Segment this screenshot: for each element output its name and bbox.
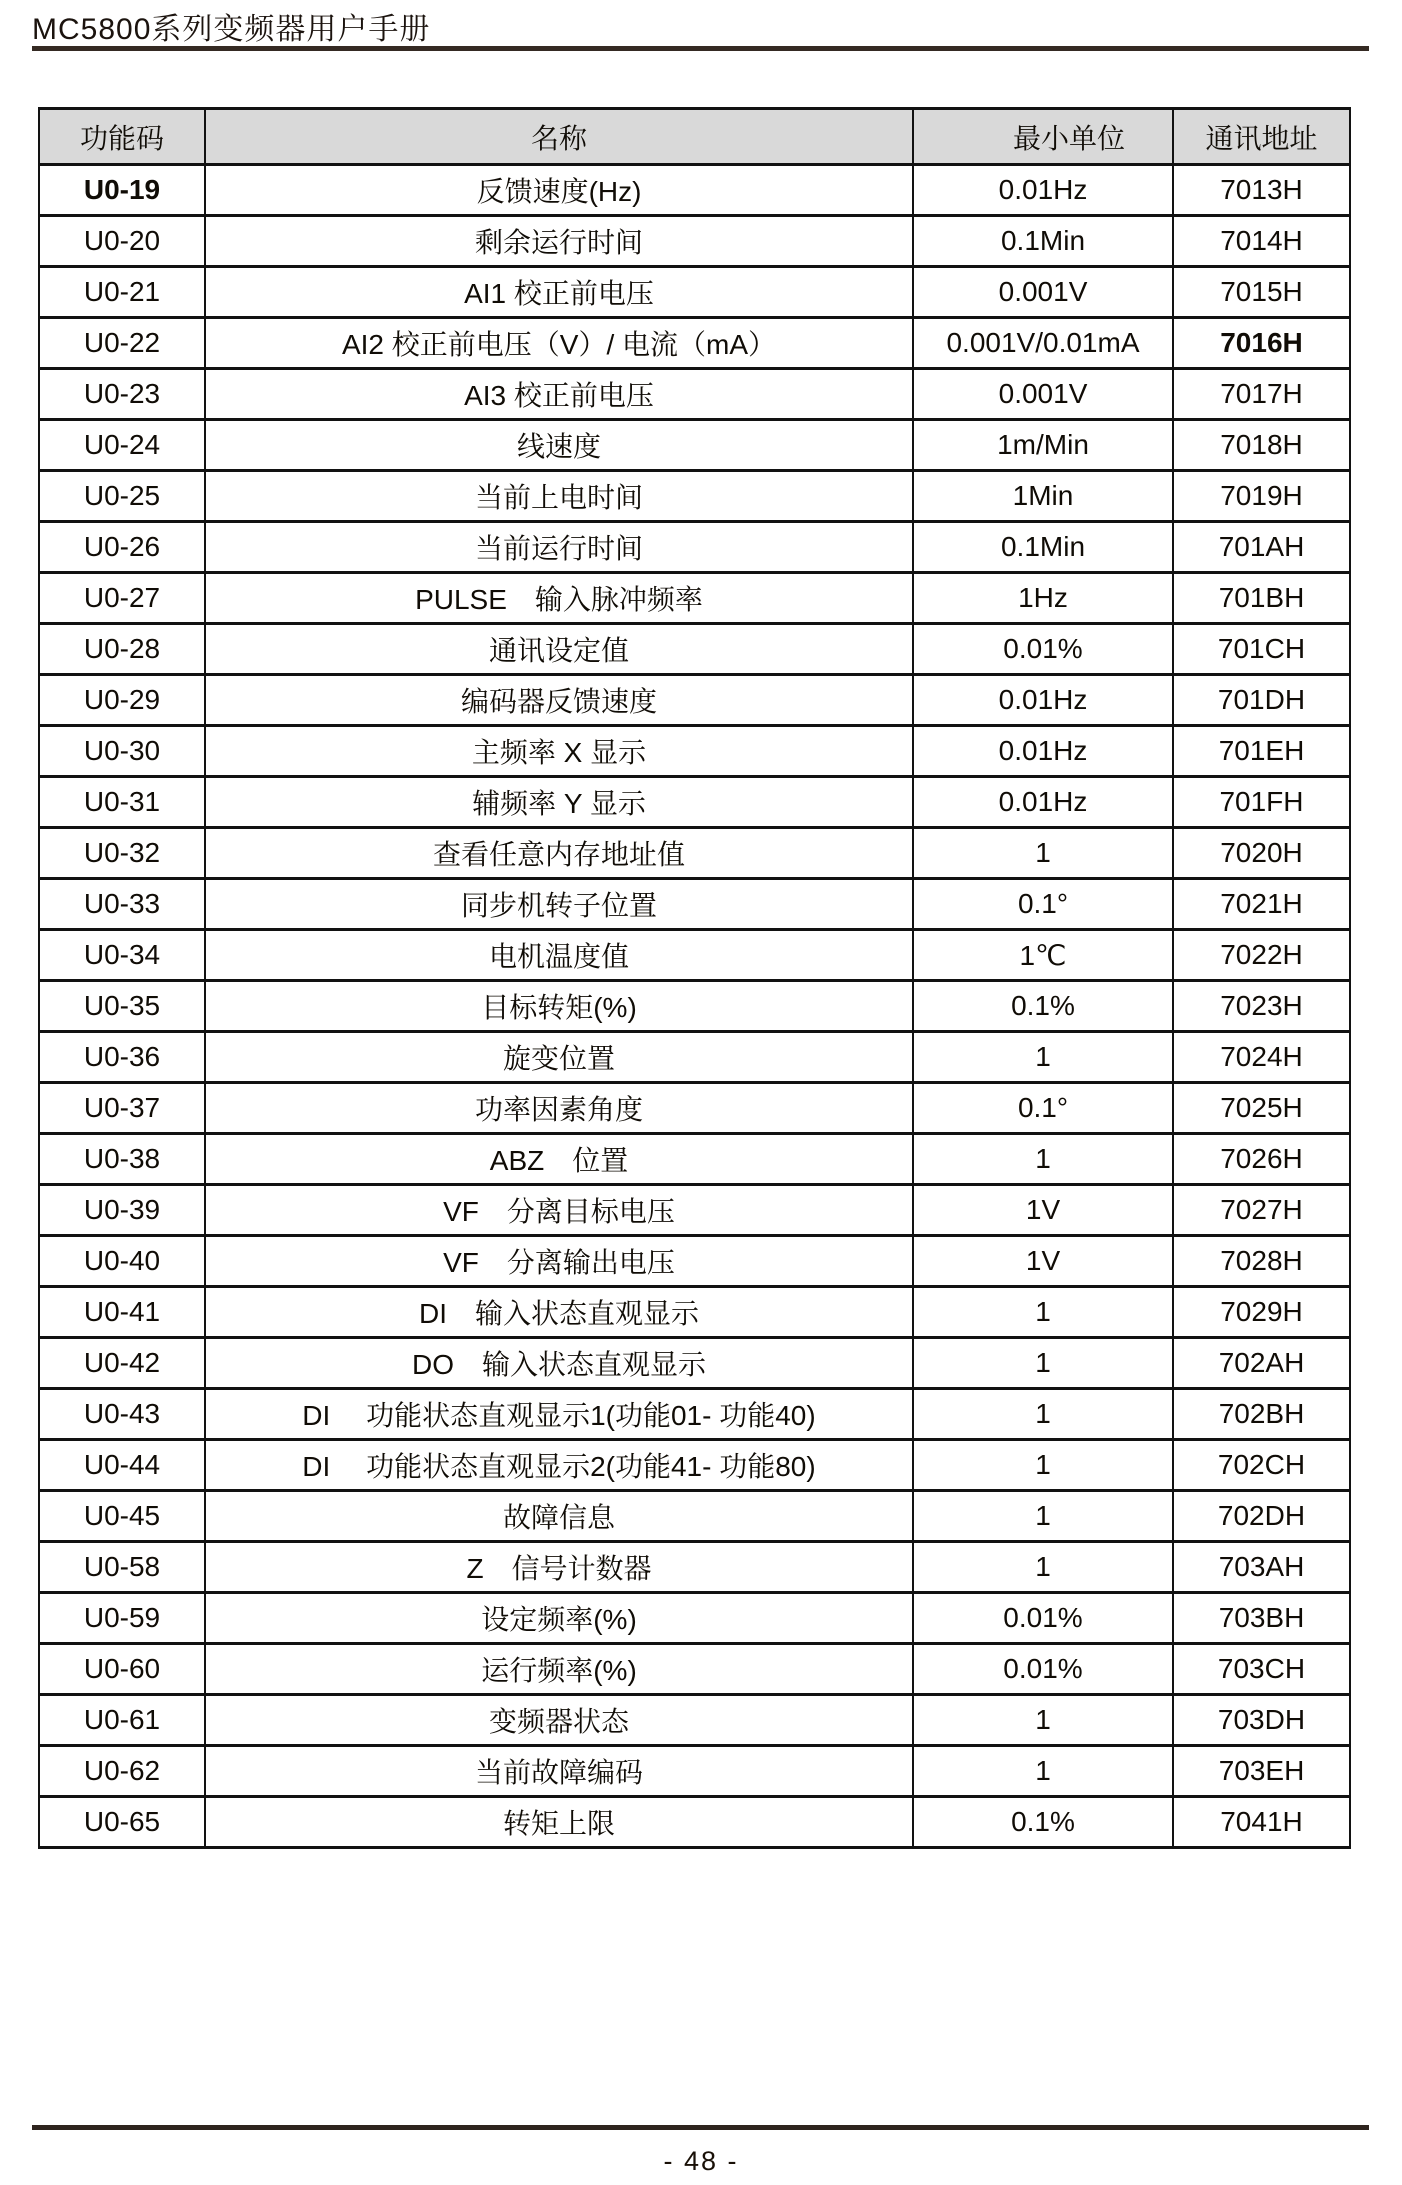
table-row: [39, 1797, 1350, 1848]
cell-function-code: U0-27: [39, 573, 205, 624]
cell-function-code: U0-33: [39, 879, 205, 930]
cell-min-unit: 0.1°: [913, 1083, 1173, 1134]
cell-min-unit: 1: [913, 1542, 1173, 1593]
cell-function-code: U0-32: [39, 828, 205, 879]
page-number: - 48 -: [663, 2146, 739, 2176]
cell-comm-address: 7021H: [1173, 879, 1350, 930]
cell-min-unit: 0.01%: [913, 624, 1173, 675]
cell-function-code: U0-26: [39, 522, 205, 573]
cell-min-unit: 1: [913, 1746, 1173, 1797]
cell-name: 反馈速度(Hz): [205, 165, 913, 216]
column-header-min-unit: 最小单位: [913, 109, 1173, 165]
table-row: [39, 828, 1350, 879]
cell-name: DI 功能状态直观显示2(功能41- 功能80): [205, 1440, 913, 1491]
cell-function-code: U0-30: [39, 726, 205, 777]
cell-name: AI2 校正前电压（V）/ 电流（mA）: [205, 318, 913, 369]
column-header-name: 名称: [205, 109, 913, 165]
cell-function-code: U0-34: [39, 930, 205, 981]
cell-name: 辅频率 Y 显示: [205, 777, 913, 828]
cell-comm-address: 701FH: [1173, 777, 1350, 828]
cell-name: 通讯设定值: [205, 624, 913, 675]
cell-name: 当前上电时间: [205, 471, 913, 522]
table-row: [39, 879, 1350, 930]
table-row: [39, 165, 1350, 216]
table-row: [39, 1287, 1350, 1338]
cell-function-code: U0-58: [39, 1542, 205, 1593]
cell-name: PULSE 输入脉冲频率: [205, 573, 913, 624]
cell-name: 功率因素角度: [205, 1083, 913, 1134]
table-row: [39, 1440, 1350, 1491]
cell-comm-address: 7022H: [1173, 930, 1350, 981]
cell-name: 当前故障编码: [205, 1746, 913, 1797]
cell-function-code: U0-37: [39, 1083, 205, 1134]
cell-min-unit: 0.1%: [913, 981, 1173, 1032]
table-header-row: [39, 109, 1350, 165]
cell-comm-address: 7020H: [1173, 828, 1350, 879]
cell-comm-address: 7013H: [1173, 165, 1350, 216]
table-row: [39, 216, 1350, 267]
cell-comm-address: 702DH: [1173, 1491, 1350, 1542]
table-row: [39, 1542, 1350, 1593]
cell-comm-address: 703BH: [1173, 1593, 1350, 1644]
cell-function-code: U0-22: [39, 318, 205, 369]
cell-name: DI 输入状态直观显示: [205, 1287, 913, 1338]
cell-name: 故障信息: [205, 1491, 913, 1542]
cell-min-unit: 0.1Min: [913, 216, 1173, 267]
cell-comm-address: 7015H: [1173, 267, 1350, 318]
cell-name: VF 分离输出电压: [205, 1236, 913, 1287]
cell-min-unit: 1: [913, 1440, 1173, 1491]
cell-comm-address: 7017H: [1173, 369, 1350, 420]
cell-comm-address: 7029H: [1173, 1287, 1350, 1338]
cell-min-unit: 1: [913, 1134, 1173, 1185]
table-row: [39, 522, 1350, 573]
cell-name: 主频率 X 显示: [205, 726, 913, 777]
cell-comm-address: 7016H: [1173, 318, 1350, 369]
cell-min-unit: 1: [913, 1338, 1173, 1389]
cell-min-unit: 1: [913, 1491, 1173, 1542]
cell-name: AI3 校正前电压: [205, 369, 913, 420]
cell-name: VF 分离目标电压: [205, 1185, 913, 1236]
cell-comm-address: 702CH: [1173, 1440, 1350, 1491]
table-row: [39, 1593, 1350, 1644]
cell-comm-address: 7025H: [1173, 1083, 1350, 1134]
cell-min-unit: 1: [913, 1389, 1173, 1440]
cell-name: 同步机转子位置: [205, 879, 913, 930]
table-row: [39, 1134, 1350, 1185]
cell-name: 设定频率(%): [205, 1593, 913, 1644]
table-body: [39, 165, 1350, 1848]
cell-comm-address: 7023H: [1173, 981, 1350, 1032]
table-row: [39, 420, 1350, 471]
cell-function-code: U0-24: [39, 420, 205, 471]
cell-function-code: U0-44: [39, 1440, 205, 1491]
table-row: [39, 930, 1350, 981]
cell-function-code: U0-25: [39, 471, 205, 522]
cell-comm-address: 701AH: [1173, 522, 1350, 573]
cell-min-unit: 0.01%: [913, 1593, 1173, 1644]
table-row: [39, 981, 1350, 1032]
cell-name: 查看任意内存地址值: [205, 828, 913, 879]
cell-function-code: U0-28: [39, 624, 205, 675]
cell-min-unit: 0.01Hz: [913, 675, 1173, 726]
cell-name: 运行频率(%): [205, 1644, 913, 1695]
cell-comm-address: 701BH: [1173, 573, 1350, 624]
cell-name: 当前运行时间: [205, 522, 913, 573]
cell-function-code: U0-40: [39, 1236, 205, 1287]
table-row: [39, 675, 1350, 726]
cell-comm-address: 7028H: [1173, 1236, 1350, 1287]
cell-function-code: U0-60: [39, 1644, 205, 1695]
page-title: MC5800系列变频器用户手册: [32, 13, 431, 46]
cell-comm-address: 7024H: [1173, 1032, 1350, 1083]
cell-min-unit: 0.1°: [913, 879, 1173, 930]
cell-min-unit: 1V: [913, 1236, 1173, 1287]
table-row: [39, 777, 1350, 828]
cell-name: 转矩上限: [205, 1797, 913, 1848]
cell-min-unit: 0.01Hz: [913, 726, 1173, 777]
cell-name: DI 功能状态直观显示1(功能01- 功能40): [205, 1389, 913, 1440]
cell-min-unit: 0.001V: [913, 267, 1173, 318]
cell-name: 旋变位置: [205, 1032, 913, 1083]
cell-min-unit: 1: [913, 828, 1173, 879]
cell-name: ABZ 位置: [205, 1134, 913, 1185]
cell-comm-address: 7027H: [1173, 1185, 1350, 1236]
cell-function-code: U0-31: [39, 777, 205, 828]
cell-function-code: U0-62: [39, 1746, 205, 1797]
cell-function-code: U0-65: [39, 1797, 205, 1848]
cell-name: 电机温度值: [205, 930, 913, 981]
cell-min-unit: 0.01Hz: [913, 165, 1173, 216]
table-row: [39, 1236, 1350, 1287]
cell-min-unit: 1Min: [913, 471, 1173, 522]
cell-min-unit: 0.1%: [913, 1797, 1173, 1848]
cell-comm-address: 7041H: [1173, 1797, 1350, 1848]
table-row: [39, 1185, 1350, 1236]
table-row: [39, 573, 1350, 624]
cell-function-code: U0-20: [39, 216, 205, 267]
cell-function-code: U0-29: [39, 675, 205, 726]
table-row: [39, 1032, 1350, 1083]
cell-min-unit: 1V: [913, 1185, 1173, 1236]
cell-min-unit: 1m/Min: [913, 420, 1173, 471]
cell-function-code: U0-59: [39, 1593, 205, 1644]
cell-comm-address: 703AH: [1173, 1542, 1350, 1593]
cell-comm-address: 703CH: [1173, 1644, 1350, 1695]
cell-function-code: U0-23: [39, 369, 205, 420]
cell-comm-address: 703DH: [1173, 1695, 1350, 1746]
cell-min-unit: 1Hz: [913, 573, 1173, 624]
table-row: [39, 267, 1350, 318]
cell-min-unit: 0.01Hz: [913, 777, 1173, 828]
cell-comm-address: 703EH: [1173, 1746, 1350, 1797]
cell-comm-address: 7026H: [1173, 1134, 1350, 1185]
function-code-table: [38, 107, 1351, 1849]
table-row: [39, 318, 1350, 369]
cell-name: DO 输入状态直观显示: [205, 1338, 913, 1389]
table-row: [39, 471, 1350, 522]
cell-name: 变频器状态: [205, 1695, 913, 1746]
cell-name: 目标转矩(%): [205, 981, 913, 1032]
cell-name: 剩余运行时间: [205, 216, 913, 267]
cell-comm-address: 7014H: [1173, 216, 1350, 267]
table-row: [39, 1083, 1350, 1134]
cell-comm-address: 7018H: [1173, 420, 1350, 471]
cell-function-code: U0-45: [39, 1491, 205, 1542]
cell-function-code: U0-42: [39, 1338, 205, 1389]
table-row: [39, 726, 1350, 777]
cell-min-unit: 0.01%: [913, 1644, 1173, 1695]
cell-min-unit: 1: [913, 1695, 1173, 1746]
table-row: [39, 369, 1350, 420]
table-header: [39, 109, 1350, 165]
cell-min-unit: 1℃: [913, 930, 1173, 981]
column-header-comm-address: 通讯地址: [1173, 109, 1350, 165]
cell-min-unit: 0.1Min: [913, 522, 1173, 573]
table-row: [39, 1695, 1350, 1746]
cell-comm-address: 702BH: [1173, 1389, 1350, 1440]
cell-min-unit: 0.001V: [913, 369, 1173, 420]
table-row: [39, 1338, 1350, 1389]
cell-function-code: U0-36: [39, 1032, 205, 1083]
table-row: [39, 1746, 1350, 1797]
cell-function-code: U0-19: [39, 165, 205, 216]
table-row: [39, 624, 1350, 675]
cell-comm-address: 701DH: [1173, 675, 1350, 726]
cell-function-code: U0-43: [39, 1389, 205, 1440]
header-rule: [32, 46, 1369, 51]
column-header-function-code: 功能码: [39, 109, 205, 165]
cell-function-code: U0-38: [39, 1134, 205, 1185]
table-row: [39, 1389, 1350, 1440]
footer-rule: [32, 2125, 1369, 2130]
cell-name: 编码器反馈速度: [205, 675, 913, 726]
cell-name: 线速度: [205, 420, 913, 471]
cell-function-code: U0-39: [39, 1185, 205, 1236]
table-row: [39, 1491, 1350, 1542]
cell-function-code: U0-61: [39, 1695, 205, 1746]
cell-function-code: U0-35: [39, 981, 205, 1032]
cell-comm-address: 701EH: [1173, 726, 1350, 777]
cell-function-code: U0-41: [39, 1287, 205, 1338]
cell-name: AI1 校正前电压: [205, 267, 913, 318]
table-row: [39, 1644, 1350, 1695]
cell-comm-address: 701CH: [1173, 624, 1350, 675]
cell-comm-address: 702AH: [1173, 1338, 1350, 1389]
cell-comm-address: 7019H: [1173, 471, 1350, 522]
cell-function-code: U0-21: [39, 267, 205, 318]
cell-min-unit: 1: [913, 1032, 1173, 1083]
cell-min-unit: 0.001V/0.01mA: [913, 318, 1173, 369]
cell-min-unit: 1: [913, 1287, 1173, 1338]
cell-name: Z 信号计数器: [205, 1542, 913, 1593]
